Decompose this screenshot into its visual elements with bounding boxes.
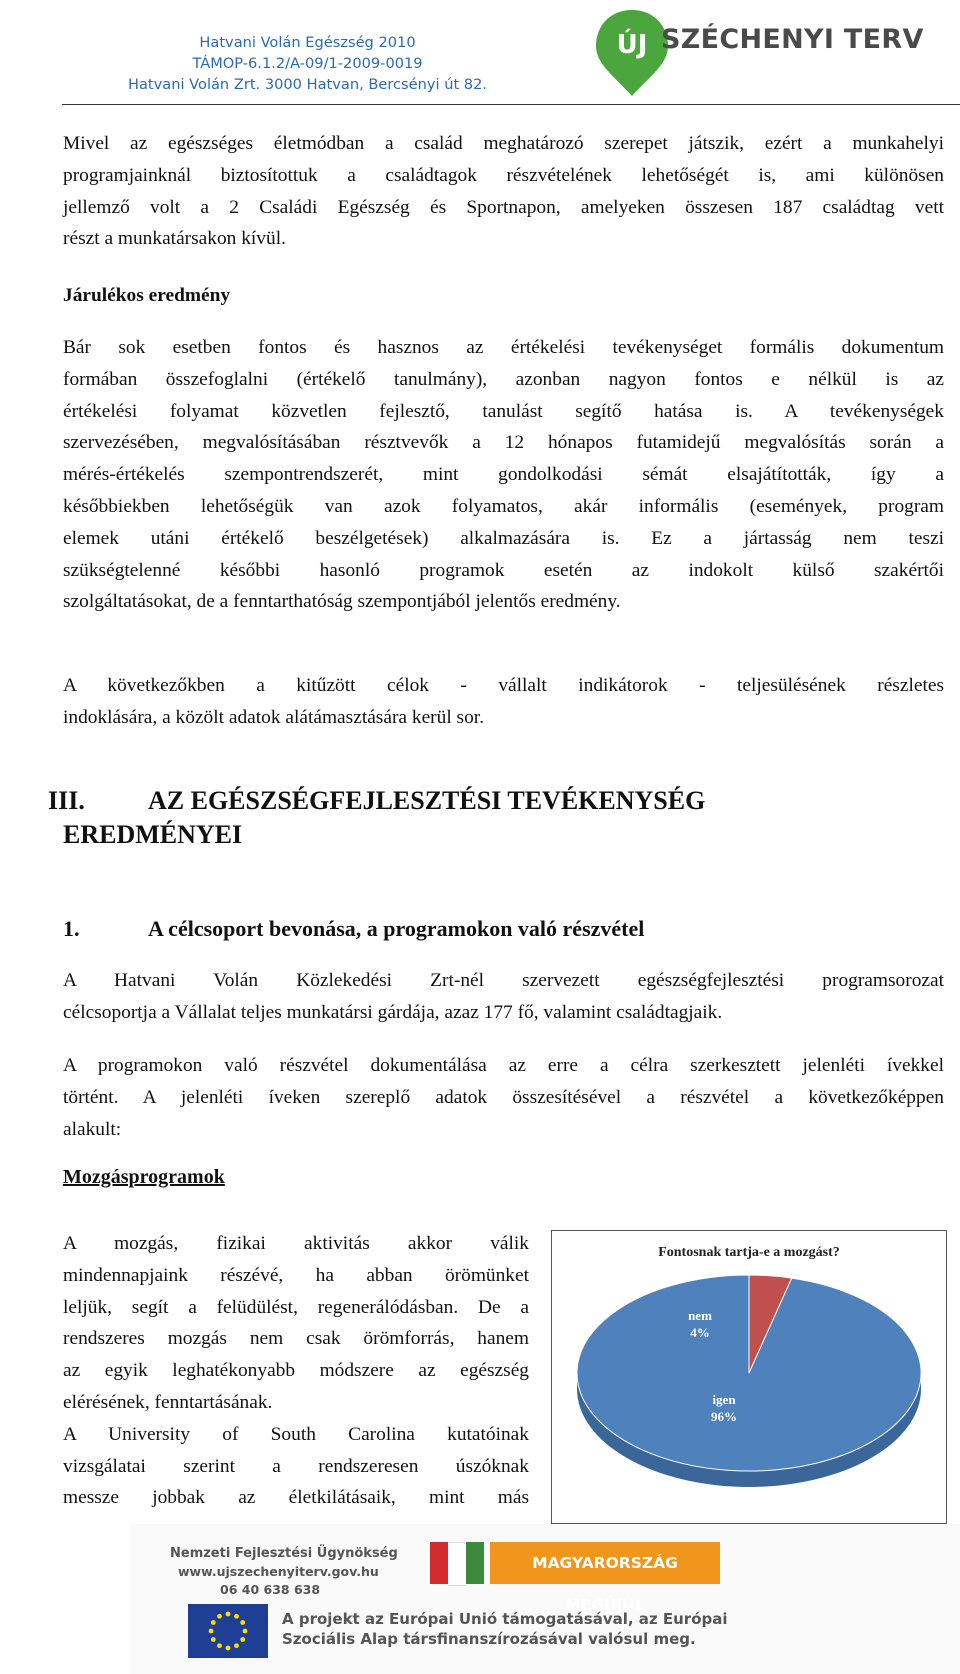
header-project-name: Hatvani Volán Egészség 2010: [199, 34, 416, 51]
text-line: indoklására, a közölt adatok alátámasztására kerül sor.: [63, 706, 485, 728]
eu-star: [209, 1629, 214, 1634]
header-project-info: [128, 32, 487, 95]
pie-chart-svg: [552, 1231, 946, 1523]
section-title-line1: AZ EGÉSZSÉGFEJLESZTÉSI TEVÉKENYSÉG: [148, 786, 706, 815]
header-address: Hatvani Volán Zrt. 3000 Hatvan, Bercsényi út 82.: [128, 76, 488, 93]
section-number: III.: [48, 786, 85, 815]
text-line: elérésének, fenntartásának.: [63, 1391, 273, 1413]
text-line: mindennapjaink részévé, ha abban örömünket: [63, 1264, 529, 1286]
text-line: mérés-értékelés szempontrendszerét, mint gondolkodási sémát elsajátították, így a: [63, 464, 944, 486]
eu-star: [240, 1637, 245, 1642]
paragraph-exercise: [63, 1228, 529, 1514]
text-line: az egyik leghatékonyabb módszere az egészség: [63, 1360, 529, 1382]
flag-green-stripe: [466, 1542, 484, 1584]
text-line: jellemző volt a 2 Családi Egészség és Sportnapon, amelyeken összesen 187 családtag vett: [63, 196, 944, 218]
heading-jarulekos: Járulékos eredmény: [63, 285, 231, 306]
pie-slice-igen: [577, 1275, 921, 1471]
header-project-code: TÁMOP-6.1.2/A-09/1-2009-0019: [192, 55, 423, 72]
chart-title: Fontosnak tartja-e a mozgást?: [658, 1245, 840, 1260]
pie-chart: [551, 1230, 947, 1524]
text-line: történt. A jelenléti íveken szereplő adatok összesítésével a részvétel a következőképpen: [63, 1086, 944, 1108]
paragraph-results: [63, 332, 944, 618]
text-line: szolgáltatásokat, de a fenntarthatóság szempontjából jelentős eredmény.: [63, 591, 621, 613]
flag-white-stripe: [448, 1542, 466, 1586]
text-line: szükségtelenné későbbi hasonló programok esetén az indokolt külső szakértői: [63, 559, 944, 581]
paragraph-intro: [63, 670, 944, 734]
text-line: A következőkben a kitűzött célok - vállalt indikátorok - teljesülésének részletes: [63, 675, 944, 696]
eu-star: [243, 1629, 248, 1634]
text-line: A programokon való részvétel dokumentálása az erre a célra szerkesztett jelenléti ívekkel: [63, 1055, 944, 1076]
text-line: célcsoportja a Vállalat teljes munkatársi gárdája, azaz 177 fő, valamint családtagjaik.: [63, 1001, 723, 1023]
text-line: A University of South Carolina kutatóinak: [63, 1423, 529, 1445]
text-line: messze jobbak az életkilátásaik, mint más: [63, 1487, 529, 1509]
eu-star: [234, 1643, 239, 1648]
text-line: programjainknál biztosítottuk a családtagok részvételének lehetőségét is, ami különösen: [63, 164, 944, 186]
footer-banner-text: MAGYARORSZÁG MEGÚJUL: [490, 1542, 720, 1584]
eu-star: [217, 1643, 222, 1648]
eu-star: [226, 1646, 231, 1651]
footer-url: www.ujszechenyiterv.gov.hu: [178, 1564, 379, 1579]
text-line: Bár sok esetben fontos és hasznos az értékelési tevékenységet formális dokumentum: [63, 337, 944, 358]
text-line: részt a munkatársakon kívül.: [63, 228, 286, 250]
text-line: rendszeres mozgás nem csak örömforrás, hanem: [63, 1328, 529, 1350]
text-line: későbbiekben lehetőségük van azok folyamatos, akár informális (események, program: [63, 495, 944, 517]
text-line: alakult:: [63, 1118, 122, 1140]
subsection-number: 1.: [63, 916, 80, 941]
text-line: elemek utáni értékelő beszélgetések) alkalmazására is. Ez a jártasság nem teszi: [63, 527, 944, 549]
footer-eu-line2: Szociális Alap társfinanszírozásával valósul meg.: [282, 1630, 696, 1648]
flag-red-stripe: [430, 1542, 448, 1584]
eu-star: [211, 1637, 216, 1642]
paragraph-target-group: [63, 965, 944, 1029]
eu-star: [226, 1612, 231, 1617]
text-line: szervezésében, megvalósításában résztvevők a 12 hónapos futamidejű megvalósítás során a: [63, 432, 944, 454]
paragraph-attendance: [63, 1050, 944, 1145]
pie-label-nem: nem 4%: [688, 1308, 712, 1340]
text-line: vizsgálatai szerint a rendszeresen úszóknak: [63, 1455, 529, 1477]
text-line: Mivel az egészséges életmódban a család meghatározó szerepet játszik, ezért a munkahelyi: [63, 133, 944, 154]
eu-star: [211, 1620, 216, 1625]
text-line: formában összefoglalni (értékelő tanulmány), azonban nagyon fontos e nélkül is az: [63, 368, 944, 390]
eu-star: [240, 1620, 245, 1625]
text-line: A Hatvani Volán Közlekedési Zrt-nél szervezett egészségfejlesztési programsorozat: [63, 970, 944, 991]
text-line: leljük, segít a felüdülést, regenerálódásban. De a: [63, 1296, 529, 1318]
footer-agency: Nemzeti Fejlesztési Ügynökség: [170, 1546, 398, 1561]
text-line: A mozgás, fizikai aktivitás akkor válik: [63, 1233, 529, 1254]
eu-flag-icon: [188, 1604, 268, 1658]
eu-star: [217, 1614, 222, 1619]
footer-eu-line1: A projekt az Európai Unió támogatásával, az Európai: [282, 1610, 728, 1628]
logo-text: SZÉCHENYI TERV: [661, 24, 924, 55]
eu-star: [234, 1614, 239, 1619]
section-title-line2: EREDMÉNYEI: [63, 820, 243, 849]
subsection-title: A célcsoport bevonása, a programokon való részvétel: [148, 916, 645, 941]
paragraph-family: [63, 128, 944, 255]
heading-mozgasprogramok: Mozgásprogramok: [63, 1166, 225, 1188]
footer-banner: [130, 1524, 960, 1674]
text-line: értékelési folyamat közvetlen fejlesztő, tanulást segítő hatása is. A tevékenységek: [63, 400, 944, 422]
logo-badge-text: ÚJ: [616, 30, 648, 60]
footer-phone: 06 40 638 638: [220, 1582, 321, 1597]
pie-label-igen: igen 96%: [711, 1392, 737, 1424]
header-divider: [62, 104, 960, 105]
